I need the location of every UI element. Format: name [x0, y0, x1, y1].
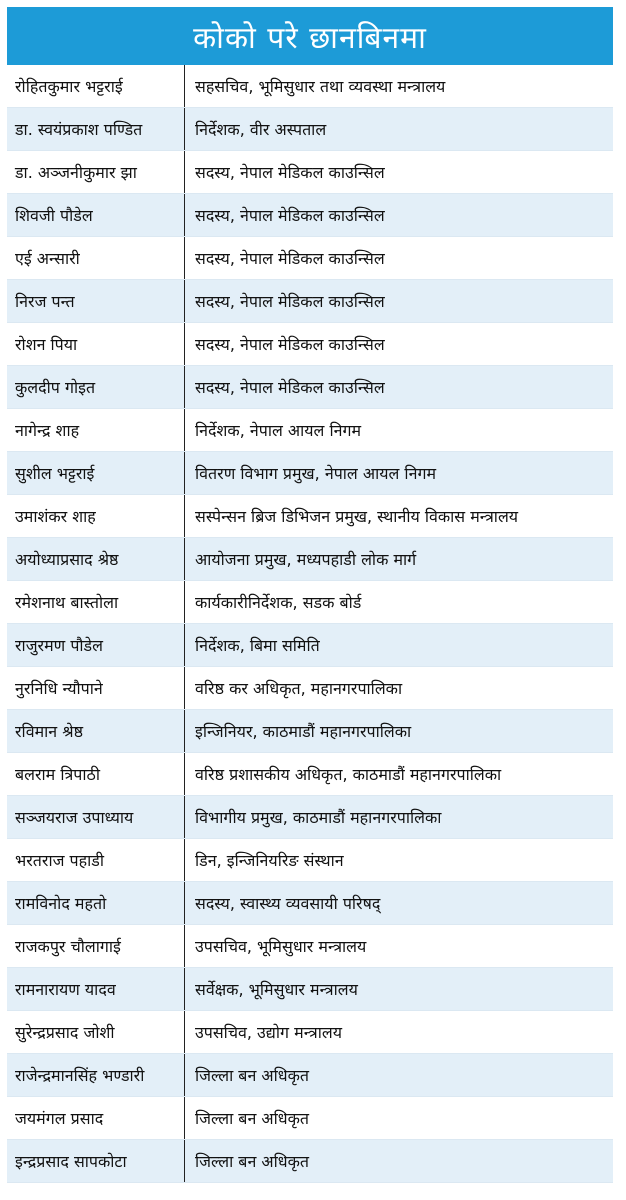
- official-role: सदस्य, नेपाल मेडिकल काउन्सिल: [195, 249, 385, 268]
- official-role: वरिष्ठ कर अधिकृत, महानगरपालिका: [195, 679, 403, 698]
- table-row: [7, 796, 613, 839]
- official-role: सहसचिव, भूमिसुधार तथा व्यवस्था मन्त्रालय: [195, 77, 446, 96]
- table-row: [7, 409, 613, 452]
- officials-table: [7, 65, 613, 1183]
- official-name: सुशील भट्टराई: [7, 452, 185, 494]
- table-row: [7, 237, 613, 280]
- table-row: [7, 151, 613, 194]
- list-title: कोको परे छानबिनमा: [7, 7, 613, 65]
- table-row: [7, 452, 613, 495]
- official-role: सर्वेक्षक, भूमिसुधार मन्त्रालय: [195, 980, 358, 999]
- official-name: भरतराज पहाडी: [7, 839, 185, 881]
- official-name: एई अन्सारी: [7, 237, 185, 279]
- table-row: [7, 667, 613, 710]
- official-name: उमाशंकर शाह: [7, 495, 185, 537]
- official-role: जिल्ला बन अधिकृत: [195, 1066, 310, 1085]
- official-name: कुलदीप गोइत: [7, 366, 185, 408]
- official-role: इन्जिनियर, काठमाडौं महानगरपालिका: [195, 722, 412, 741]
- official-role: उपसचिव, भूमिसुधार मन्त्रालय: [195, 937, 367, 956]
- table-row: [7, 753, 613, 796]
- official-role: जिल्ला बन अधिकृत: [195, 1109, 310, 1128]
- table-row: [7, 839, 613, 882]
- official-name: नागेन्द्र शाह: [7, 409, 185, 451]
- official-role: डिन, इन्जिनियरिङ संस्थान: [195, 851, 344, 870]
- official-role: सदस्य, नेपाल मेडिकल काउन्सिल: [195, 335, 385, 354]
- official-role: निर्देशक, वीर अस्पताल: [195, 120, 327, 139]
- official-name: सञ्जयराज उपाध्याय: [7, 796, 185, 838]
- official-role: सदस्य, नेपाल मेडिकल काउन्सिल: [195, 378, 385, 397]
- table-row: [7, 323, 613, 366]
- official-name: राजुरमण पौडेल: [7, 624, 185, 666]
- official-name: अयोध्याप्रसाद श्रेष्ठ: [7, 538, 185, 580]
- official-name: रोशन पिया: [7, 323, 185, 365]
- official-role: सदस्य, नेपाल मेडिकल काउन्सिल: [195, 206, 385, 225]
- investigation-list-card: [7, 7, 613, 1187]
- official-role: सदस्य, स्वास्थ्य व्यवसायी परिषद्: [195, 894, 381, 913]
- official-name: निरज पन्त: [7, 280, 185, 322]
- table-row: [7, 65, 613, 108]
- official-role: वितरण विभाग प्रमुख, नेपाल आयल निगम: [195, 464, 437, 483]
- official-name: शिवजी पौडेल: [7, 194, 185, 236]
- table-row: [7, 1054, 613, 1097]
- table-row: [7, 1097, 613, 1140]
- table-row: [7, 366, 613, 409]
- official-name: जयमंगल प्रसाद: [7, 1097, 185, 1139]
- official-role: जिल्ला बन अधिकृत: [195, 1152, 310, 1171]
- official-name: रामविनोद महतो: [7, 882, 185, 924]
- table-row: [7, 1011, 613, 1054]
- official-role: विभागीय प्रमुख, काठमाडौं महानगरपालिका: [195, 808, 442, 827]
- official-name: रविमान श्रेष्ठ: [7, 710, 185, 752]
- official-role: सदस्य, नेपाल मेडिकल काउन्सिल: [195, 163, 385, 182]
- official-name: बलराम त्रिपाठी: [7, 753, 185, 795]
- table-row: [7, 968, 613, 1011]
- official-role: निर्देशक, बिमा समिति: [195, 636, 320, 655]
- official-name: रोहितकुमार भट्टराई: [7, 65, 185, 107]
- official-role: आयोजना प्रमुख, मध्यपहाडी लोक मार्ग: [195, 550, 417, 569]
- official-name: राजेन्द्रमानसिंह भण्डारी: [7, 1054, 185, 1096]
- table-row: [7, 624, 613, 667]
- official-name: इन्द्रप्रसाद सापकोटा: [7, 1140, 185, 1182]
- table-row: [7, 538, 613, 581]
- official-name: रामनारायण यादव: [7, 968, 185, 1010]
- official-name: राजकपुर चौलागाई: [7, 925, 185, 967]
- official-name: नुरनिधि न्यौपाने: [7, 667, 185, 709]
- official-role: सदस्य, नेपाल मेडिकल काउन्सिल: [195, 292, 385, 311]
- table-row: [7, 581, 613, 624]
- table-row: [7, 495, 613, 538]
- table-row: [7, 1140, 613, 1183]
- official-role: वरिष्ठ प्रशासकीय अधिकृत, काठमाडौं महानगरपालिका: [195, 765, 502, 784]
- table-row: [7, 710, 613, 753]
- official-role: निर्देशक, नेपाल आयल निगम: [195, 421, 362, 440]
- official-name: रमेशनाथ बास्तोला: [7, 581, 185, 623]
- official-role: सस्पेन्सन ब्रिज डिभिजन प्रमुख, स्थानीय विकास मन्त्रालय: [195, 507, 519, 526]
- table-row: [7, 882, 613, 925]
- official-name: डा. अञ्जनीकुमार झा: [7, 151, 185, 193]
- table-row: [7, 280, 613, 323]
- table-row: [7, 925, 613, 968]
- official-name: डा. स्वयंप्रकाश पण्डित: [7, 108, 185, 150]
- table-row: [7, 108, 613, 151]
- official-role: कार्यकारीनिर्देशक, सडक बोर्ड: [195, 593, 362, 612]
- official-name: सुरेन्द्रप्रसाद जोशी: [7, 1011, 185, 1053]
- table-row: [7, 194, 613, 237]
- official-role: उपसचिव, उद्योग मन्त्रालय: [195, 1023, 343, 1042]
